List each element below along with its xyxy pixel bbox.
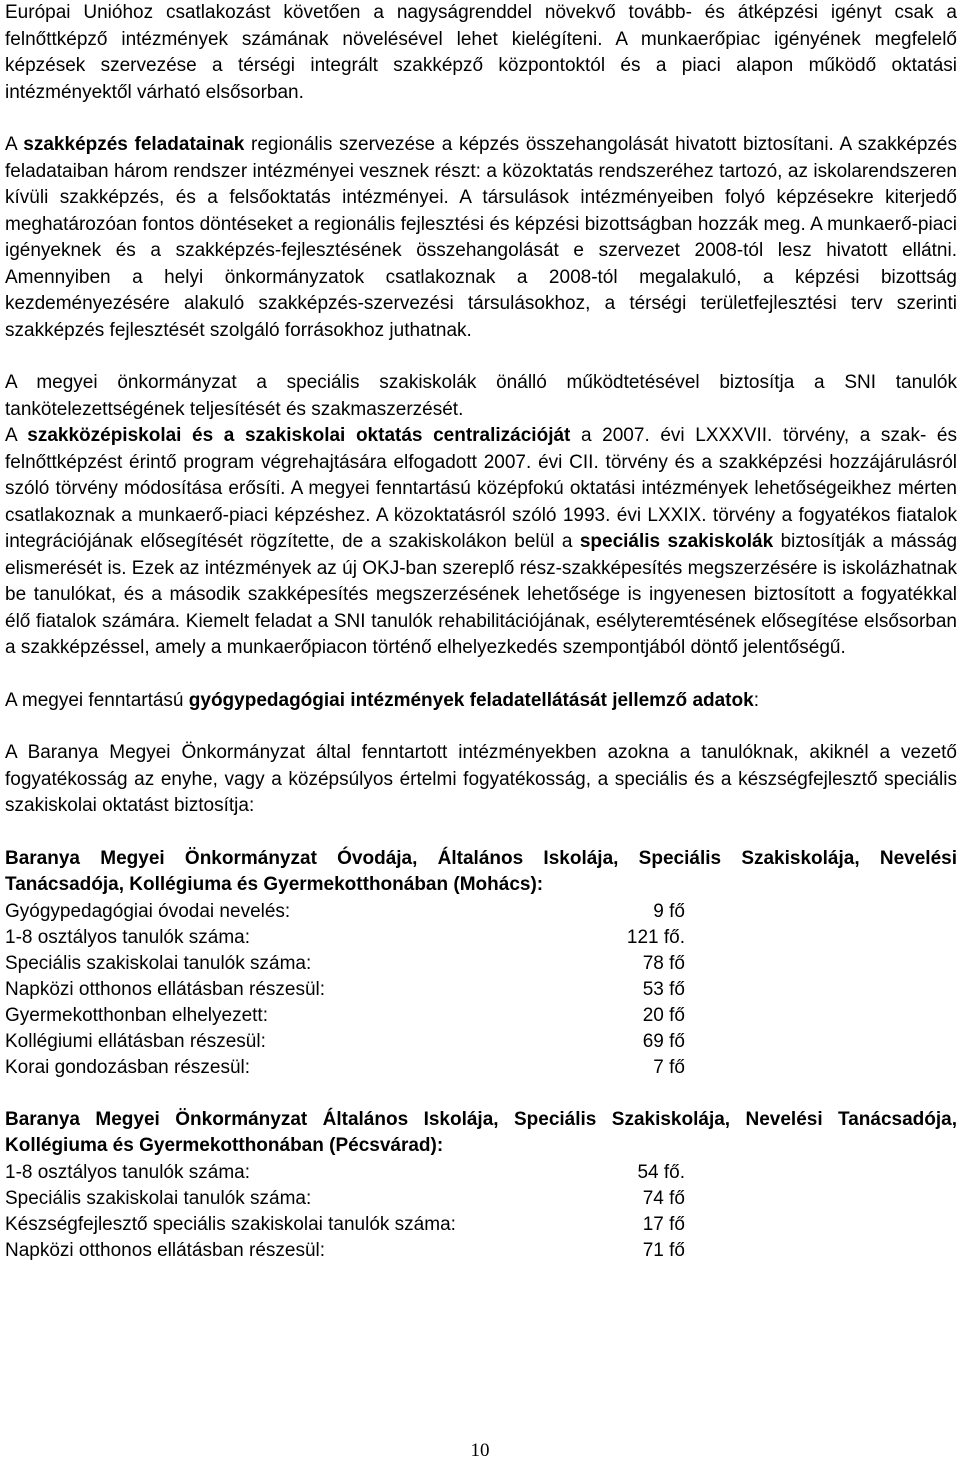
institution-block-mohacs bbox=[5, 846, 957, 1081]
paragraph-vocational-tasks: A szakképzés feladatainak regionális szervezése a képzés összehangolását hivatott biztosítani. A szakképzés feladataiban három rendszer intézményei vesznek részt: a közoktatás rendszeréhez tartozó, az iskolarendszeren kívüli szakképzés, és a felsőoktatás intézményei. A társulások intézményeiben folyó képzésekre kiterjedő meghatározóan fontos döntéseket a regionális fejlesztési és képzési bizottságban hozzák meg. A munkaerő-piaci igényeknek és a szakképzés-fejlesztésének összehangolását e szervezet 2008-tól lesz hivatott ellátni. Amennyiben a helyi önkormányzatok csatlakoznak a 2008-tól megalakuló, a képzési bizottság kezdeményezésére alakuló szakképzés-szervezési társulásokhoz, a térségi területfejlesztési terv szerinti szakképzés fejlesztését szolgáló forrásokhoz juthatnak. bbox=[5, 134, 957, 341]
paragraph-baranya: A Baranya Megyei Önkormányzat által fenntartott intézményekben azokna a tanulóknak, akiknél a vezető fogyatékosság az enyhe, vagy a középsúlyos értelmi fogyatékosság, a speciális és a készségfejlesztő speciális szakiskolai oktatást biztosítja: bbox=[5, 742, 957, 816]
page-number: 10 bbox=[470, 1440, 490, 1461]
institution-heading: Baranya Megyei Önkormányzat Óvodája, Általános Iskolája, Speciális Szakiskolája, Nevelési Tanácsadója, Kollégiuma és Gyermekotthonában (Mohács): bbox=[5, 847, 957, 895]
stat-row: Gyógypedagógiai óvodai nevelés: 9 fő bbox=[5, 900, 685, 922]
stat-row: Speciális szakiskolai tanulók száma: 78 fő bbox=[5, 952, 685, 974]
institution-heading: Baranya Megyei Önkormányzat Általános Iskolája, Speciális Szakiskolája, Nevelési Tanácsadója, Kollégiuma és Gyermekotthonában (Pécsvárad): bbox=[5, 1108, 957, 1156]
stat-row: Korai gondozásban részesül: 7 fő bbox=[5, 1056, 685, 1078]
paragraph-eu-adult-training: Európai Unióhoz csatlakozást követően a nagyságrenddel növekvő tovább- és átképzési igényt csak a felnőttképző intézmények számának növelésével lehet kielégíteni. A munkaerőpiac igényének megfelelő képzések szervezése a térségi integrált szakképző központoktól és a piaci alapon működő oktatási intézményektől várható elsősorban. bbox=[5, 2, 957, 103]
paragraph-data-intro: A megyei fenntartású gyógypedagógiai intézmények feladatellátását jellemző adatok: bbox=[5, 689, 759, 711]
stat-row: Gyermekotthonban elhelyezett: 20 fő bbox=[5, 1004, 685, 1026]
stat-row: Napközi otthonos ellátásban részesül: 71 fő bbox=[5, 1239, 685, 1261]
stat-row: 1-8 osztályos tanulók száma: 121 fő. bbox=[5, 926, 685, 948]
bold-phrase: szakképzés feladatainak bbox=[23, 134, 245, 155]
stat-row: Speciális szakiskolai tanulók száma: 74 fő bbox=[5, 1187, 685, 1209]
body-text bbox=[5, 0, 957, 1264]
stat-row: Készségfejlesztő speciális szakiskolai tanulók száma: 17 fő bbox=[5, 1213, 685, 1235]
stat-row: Kollégiumi ellátásban részesül: 69 fő bbox=[5, 1030, 685, 1052]
bold-phrase: speciális szakiskolák bbox=[579, 531, 774, 552]
bold-phrase: szakközépiskolai és a szakiskolai oktatás centralizációját bbox=[27, 425, 571, 446]
paragraph-special-schools: A megyei önkormányzat a speciális szakiskolák önálló működtetésével biztosítja a SNI tanulók tankötelezettségének teljesítését és szakmaszerzését. bbox=[5, 372, 957, 420]
stat-row: Napközi otthonos ellátásban részesül: 53 fő bbox=[5, 978, 685, 1000]
institution-block-pecsvarad bbox=[5, 1107, 957, 1264]
paragraph-centralization: A szakközépiskolai és a szakiskolai oktatás centralizációját a 2007. évi LXXXVII. törvény, a szak- és felnőttképzést érintő program végrehajtására elfogadott 2007. évi CII. törvény és a szakképzési hozzájárulásról szóló törvény módosítása erősíti. A megyei fenntartású középfokú oktatási intézmények lehetőségeikhez mérten csatlakoznak a munkaerő-piaci képzéshez. A közoktatásról szóló 1993. évi LXXIX. törvény a fogyatékos fiatalok integrációjának elősegítését rögzítette, de a szakiskolákon belül a speciális szakiskolák biztosítják a másság elismerését is. Ezek az intézmények az új OKJ-ban szereplő rész-szakképesítés megszerzésére is iskolázhatnak be tanulókat, és a második szakképesítés megszerzésének lehetősége is ingyenesen biztosított a fogyatékkal élő fiatalok számára. Kiemelt feladat a SNI tanulók rehabilitációjának, esélyteremtésének elősegítése elsősorban a szakképzéssel, amely a munkaerőpiacon történő elhelyezkedés szempontjából döntő jelentőségű. bbox=[5, 425, 958, 658]
stat-row: 1-8 osztályos tanulók száma: 54 fő. bbox=[5, 1161, 685, 1183]
bold-phrase: gyógypedagógiai intézmények feladatellátását jellemző adatok bbox=[188, 689, 754, 711]
